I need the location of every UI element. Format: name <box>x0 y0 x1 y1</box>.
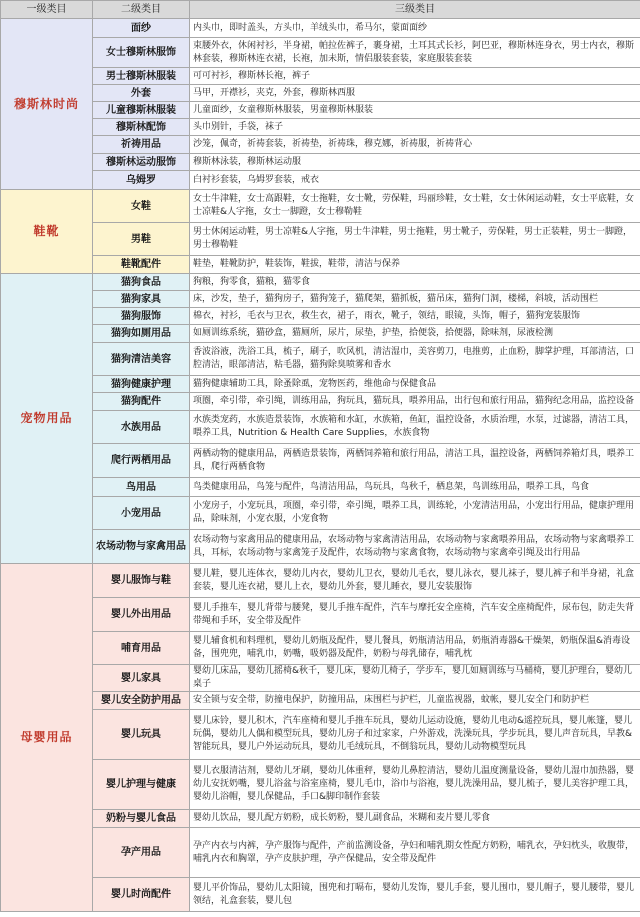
level3-categories: 婴儿衣服清洁剂，婴幼儿牙刷，婴幼儿体重秤，婴幼儿鼻腔清洁，婴幼儿温度测量设备，婴幼儿湿巾加热器，婴幼儿安抚奶嘴，婴儿浴盆与浴室座椅，婴儿毛巾，浴巾与浴袍，婴儿洗澡用品，婴儿梳子，婴儿美容护理工具，婴幼儿浴帽，婴儿保健品，手口&脚印制作套装 <box>190 760 640 810</box>
level2-category: 猫狗如厕用品 <box>93 325 190 343</box>
level3-categories: 如厕训练系统，猫砂盒，猫厕所，尿片，尿垫，护垫，拾便袋，拾便器，除味剂，尿液检测 <box>190 325 640 343</box>
table-row <box>1 136 640 154</box>
level2-category: 男鞋 <box>93 223 190 256</box>
table-row <box>1 564 640 598</box>
level3-categories: 棉衣，衬衫，毛衣与卫衣，救生衣，裙子，雨衣，靴子，领结，眼镜，头饰，帽子，猫狗宠装服饰 <box>190 308 640 325</box>
level3-categories: 男士休闲运动鞋，男士凉鞋&人字拖，男士牛津鞋，男士拖鞋，男士靴子，劳保鞋，男士正装鞋，男士一脚蹬，男士穆勒鞋 <box>190 223 640 256</box>
table-row <box>1 598 640 632</box>
level3-categories: 婴儿辅食机和料理机，婴幼儿奶瓶及配件，婴儿餐具，奶瓶清洁用品，奶瓶消毒器&干燥架，奶瓶保温&消毒设备，围兜兜，哺乳巾，奶嘴，吸奶器及配件，奶粉与母乳储存，哺乳枕 <box>190 632 640 665</box>
level3-categories: 农场动物与家禽用品的健康用品，农场动物与家禽清洁用品，农场动物与家禽喂养用品，农场动物与家禽喂养工具，耳标，农场动物与家禽笼子及配件，农场动物与家禽食物，农场动物与家禽牵引绳及出行用品 <box>190 530 640 564</box>
table-row <box>1 102 640 119</box>
level3-categories: 床，沙发，垫子，猫狗房子，猫狗笼子，猫爬架，猫抓板，猫吊床，猫狗门洞，楼梯，斜坡，活动围栏 <box>190 291 640 308</box>
level1-category: 鞋靴 <box>1 190 93 274</box>
table-row <box>1 810 640 828</box>
level3-categories: 穆斯林泳装，穆斯林运动服 <box>190 154 640 171</box>
level3-categories: 安全锁与安全带，防撞电保护，防撞用品，床围栏与护栏，儿童监视器，蚊帐，婴儿安全门和防护栏 <box>190 692 640 710</box>
table-row <box>1 190 640 223</box>
level3-categories: 项圈，牵引带，牵引绳，训练用品，狗玩具，猫玩具，喂养用品，出行包和旅行用品，猫狗纪念用品，监控设备 <box>190 393 640 411</box>
level3-categories: 孕产内衣与内裤，孕产服饰与配件，产前监测设备，孕妇和哺乳期女性配方奶粉，哺乳衣，孕妇枕头，收腹带，哺乳内衣和胸罩，孕产皮肤护理，孕产保健品，安全带及配件 <box>190 828 640 878</box>
table-row <box>1 760 640 810</box>
level3-categories: 白衬衫套装，乌姆罗套装，戒衣 <box>190 171 640 190</box>
table-row <box>1 343 640 376</box>
table-row <box>1 19 640 38</box>
level2-category: 猫狗配件 <box>93 393 190 411</box>
table-row <box>1 274 640 291</box>
table-row <box>1 665 640 692</box>
level2-category: 农场动物与家禽用品 <box>93 530 190 564</box>
table-row <box>1 154 640 171</box>
table-row <box>1 444 640 478</box>
level2-category: 女士穆斯林服饰 <box>93 38 190 68</box>
level3-categories: 束腰外衣，休闲衬衫，半身裙，帕拉佐裤子，裹身裙，土耳其式长衫，阿巴亚，穆斯林连身衣，男士内衣，穆斯林套装，穆斯林连衣裙，长袍，加未斯，情侣服装套装，家庭服装套装 <box>190 38 640 68</box>
level2-category: 奶粉与婴儿食品 <box>93 810 190 828</box>
level2-category: 爬行两栖用品 <box>93 444 190 478</box>
level2-category: 猫狗家具 <box>93 291 190 308</box>
level3-categories: 婴儿床铃，婴儿积木，汽车座椅和婴儿手推车玩具，婴幼儿运动设施，婴幼儿电动&遥控玩具，婴儿帐篷，婴儿玩偶，婴幼儿人偶和模型玩具，婴幼儿房子和过家家，户外游戏，洗澡玩具，学步玩具，婴儿声音玩具，早教&智能玩具，婴儿户外运动玩具，婴幼儿毛绒玩具，不倒翁玩具，婴幼儿动物模型玩具 <box>190 710 640 760</box>
level2-category: 哺育用品 <box>93 632 190 665</box>
level2-category: 婴儿护理与健康 <box>93 760 190 810</box>
level2-category: 猫狗健康护理 <box>93 376 190 393</box>
level3-categories: 鞋垫，鞋靴防护，鞋装饰，鞋拔，鞋带，清洁与保养 <box>190 256 640 274</box>
table-row <box>1 393 640 411</box>
level3-categories: 内头巾，即时盖头，方头巾，羊绒头巾，希马尔，蒙面面纱 <box>190 19 640 38</box>
level3-categories: 两栖动物的健康用品，两栖造景装饰，两栖饲养箱和旅行用品，清洁工具，温控设备，两栖饲养箱灯具，喂养工具，爬行两栖食物 <box>190 444 640 478</box>
table-row <box>1 497 640 530</box>
category-body <box>1 19 640 912</box>
table-row <box>1 223 640 256</box>
level3-categories: 婴幼儿饮品，婴儿配方奶粉，成长奶粉，婴儿副食品，米糊和麦片婴儿零食 <box>190 810 640 828</box>
header-level1: 一级类目 <box>1 1 93 19</box>
table-row <box>1 376 640 393</box>
level2-category: 男士穆斯林服装 <box>93 68 190 85</box>
table-row <box>1 878 640 912</box>
level2-category: 乌姆罗 <box>93 171 190 190</box>
level2-category: 水族用品 <box>93 411 190 444</box>
table-row <box>1 325 640 343</box>
header-level2: 二级类目 <box>93 1 190 19</box>
level3-categories: 婴儿平价饰品，婴幼儿太阳镜，围兜和打嗝布，婴幼儿发饰，婴儿手套，婴儿围巾，婴儿帽子，婴儿腰带，婴儿领结，礼盒套装，婴儿包 <box>190 878 640 912</box>
level2-category: 女鞋 <box>93 190 190 223</box>
level2-category: 小宠用品 <box>93 497 190 530</box>
table-row <box>1 171 640 190</box>
table-row <box>1 710 640 760</box>
level2-category: 外套 <box>93 85 190 102</box>
level3-categories: 头巾别针，手袋，袜子 <box>190 119 640 136</box>
level2-category: 猫狗食品 <box>93 274 190 291</box>
level2-category: 婴儿安全防护用品 <box>93 692 190 710</box>
level3-categories: 沙笼，佩奇，祈祷套装，祈祷垫，祈祷珠，穆克娜，祈祷服，祈祷背心 <box>190 136 640 154</box>
level3-categories: 猫狗健康辅助工具，除蚤除虱，宠物医药，维他命与保健食品 <box>190 376 640 393</box>
level3-categories: 马甲，开襟衫，夹克，外套，穆斯林西服 <box>190 85 640 102</box>
level3-categories: 狗粮，狗零食，猫粮，猫零食 <box>190 274 640 291</box>
header-row <box>1 1 640 19</box>
level3-categories: 可可衬衫，穆斯林长袍，裤子 <box>190 68 640 85</box>
table-row <box>1 530 640 564</box>
table-row <box>1 38 640 68</box>
table-row <box>1 478 640 497</box>
level2-category: 鸟用品 <box>93 478 190 497</box>
level3-categories: 婴儿鞋，婴儿连体衣，婴幼儿内衣，婴幼儿卫衣，婴幼儿毛衣，婴儿泳衣，婴儿袜子，婴儿裤子和半身裙，礼盒套装，婴儿连衣裙，婴儿上衣，婴幼儿外套，婴儿睡衣，婴儿安装服饰 <box>190 564 640 598</box>
level1-category: 宠物用品 <box>1 274 93 564</box>
level2-category: 孕产用品 <box>93 828 190 878</box>
level2-category: 穆斯林配饰 <box>93 119 190 136</box>
level3-categories: 儿童面纱，女童穆斯林服装，男童穆斯林服装 <box>190 102 640 119</box>
table-row <box>1 828 640 878</box>
level1-category: 母婴用品 <box>1 564 93 912</box>
level2-category: 婴儿服饰与鞋 <box>93 564 190 598</box>
level2-category: 婴儿家具 <box>93 665 190 692</box>
level3-categories: 婴儿手推车，婴儿背带与腰凳，婴儿手推车配件，汽车与摩托安全座椅，汽车安全座椅配件，尿布包，防走失背带绳和手环，安全带及配件 <box>190 598 640 632</box>
table-row <box>1 68 640 85</box>
level2-category: 婴儿外出用品 <box>93 598 190 632</box>
table-row <box>1 308 640 325</box>
level3-categories: 小宠房子，小宠玩具，项圈，牵引带，牵引绳，喂养工具，训练轮，小宠清洁用品，小宠出行用品，健康护理用品，除味剂，小宠衣服，小宠食物 <box>190 497 640 530</box>
level1-category: 穆斯林时尚 <box>1 19 93 190</box>
level3-categories: 女士牛津鞋，女士高跟鞋，女士拖鞋，女士靴，劳保鞋，玛丽珍鞋，女士鞋，女士休闲运动鞋，女士平底鞋，女士凉鞋&人字拖，女士一脚蹬，女士穆勒鞋 <box>190 190 640 223</box>
level2-category: 婴儿时尚配件 <box>93 878 190 912</box>
table-row <box>1 692 640 710</box>
table-row <box>1 119 640 136</box>
level3-categories: 香波浴液，洗浴工具，梳子，刷子，吹风机，清洁湿巾，美容剪刀，电推剪，止血粉，脚掌护理，耳部清洁，口腔清洁，眼部清洁，粘毛器，猫狗除臭喷雾和香水 <box>190 343 640 376</box>
level2-category: 祈祷用品 <box>93 136 190 154</box>
level2-category: 猫狗清洁美容 <box>93 343 190 376</box>
table-row <box>1 632 640 665</box>
table-row <box>1 291 640 308</box>
level2-category: 面纱 <box>93 19 190 38</box>
table-row <box>1 85 640 102</box>
level3-categories: 水族类宠药，水族造景装饰，水族箱和水缸，水族箱，鱼缸，温控设备，水质治理，水泵，过滤器，清洁工具，喂养工具，Nutrition & Health Care Supplies，水族食物 <box>190 411 640 444</box>
table-row <box>1 256 640 274</box>
header-level3: 三级类目 <box>190 1 640 19</box>
level3-categories: 婴幼儿床品，婴幼儿摇椅&秋千，婴儿床，婴幼儿椅子，学步车，婴儿如厕训练与马桶椅，婴儿护理台，婴幼儿桌子 <box>190 665 640 692</box>
level2-category: 猫狗服饰 <box>93 308 190 325</box>
level2-category: 鞋靴配件 <box>93 256 190 274</box>
level2-category: 穆斯林运动服饰 <box>93 154 190 171</box>
level3-categories: 鸟类健康用品，鸟笼与配件，鸟清洁用品，鸟玩具，鸟秋千，栖息架，鸟训练用品，喂养工具，鸟食 <box>190 478 640 497</box>
table-row <box>1 411 640 444</box>
level2-category: 婴儿玩具 <box>93 710 190 760</box>
level2-category: 儿童穆斯林服装 <box>93 102 190 119</box>
